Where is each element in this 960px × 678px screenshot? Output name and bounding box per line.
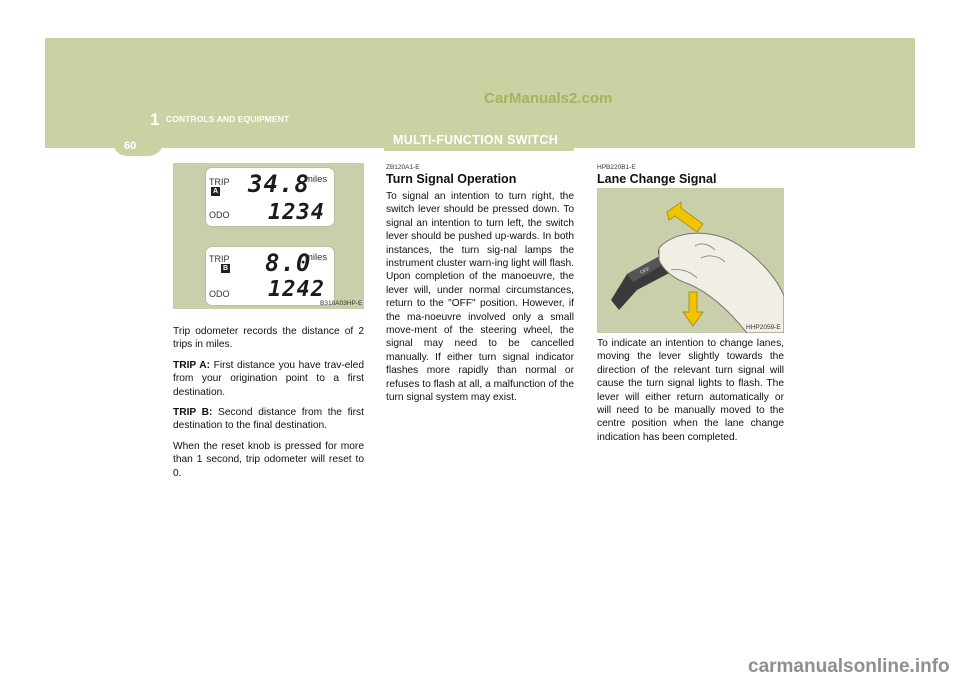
intro-paragraph: Trip odometer records the distance of 2 trips in miles. [173, 326, 364, 351]
trip-label: TRIP [209, 254, 230, 264]
odo-value: 1234 [268, 200, 325, 225]
figure-code: B310A03HP-E [320, 300, 363, 307]
arrow-down-icon [683, 292, 703, 326]
reset-paragraph: When the reset knob is pressed for more than 1 second, trip odometer will reset to 0. [173, 440, 364, 479]
trip-tag: A [212, 188, 219, 195]
lever-label-off: OFF [639, 266, 651, 276]
trip-value: 34.8 [248, 170, 310, 198]
trip-label: TRIP [209, 177, 230, 187]
watermark-top[interactable]: CarManuals2.com [484, 90, 613, 107]
trip-b-text: Second distance from the first destination to the final destination. [173, 407, 364, 432]
section-code: HPB220B1-E [597, 164, 636, 171]
chapter-title: CONTROLS AND EQUIPMENT [166, 114, 290, 124]
unit-label: miles [305, 252, 328, 263]
odo-label: ODO [209, 289, 230, 299]
trip-a-paragraph [173, 359, 364, 399]
watermark-bottom[interactable]: carmanualsonline.info [748, 656, 950, 677]
section-heading: Lane Change Signal [597, 172, 717, 186]
arrow-up-left-icon [667, 202, 703, 232]
turn-signal-body: To signal an intention to turn right, the switch lever should be pressed down. To signal an intention to turn left, the switch lever should be pushed up-wards. In both instances, the turn sig-nal lamps the instrument cluster warn-ing light will flash. Upon completion of the manoeuvre, the lever will, under normal circumstances, return to the "OFF" position. However, if the ma-noeuvre involved only a small move-ment of the steering wheel, the signal may need to be cancelled manually. If either turn signal indicator flashes more rapidly than normal or refuses to flash at all, a malfunction of the turn signal system may exist. [386, 191, 575, 404]
hand-illustration [659, 233, 784, 333]
trip-b-paragraph [173, 406, 364, 433]
page-number: 60 [124, 140, 137, 152]
chapter-number: 1 [150, 110, 160, 129]
trip-tag: B [222, 265, 229, 272]
trip-b-label: TRIP B: [173, 407, 213, 419]
page-number-badge [113, 134, 163, 156]
trip-a-label: TRIP A: [173, 359, 211, 371]
odo-value: 1242 [268, 277, 325, 302]
trip-value: 8.0 [265, 249, 312, 277]
lever-illustration [597, 188, 784, 333]
odo-label: ODO [209, 210, 230, 220]
column-1-text [173, 325, 364, 487]
trip-a-text: First distance you have trav-eled from your origination point to a first destination. [173, 359, 364, 398]
section-title: MULTI-FUNCTION SWITCH [393, 133, 559, 147]
section-heading: Turn Signal Operation [386, 172, 517, 186]
lane-change-body: To indicate an intention to change lanes, moving the lever slightly towards the direction of the relevant turn signal will cause the turn signal lights to flash. The lever will either return automatically or will need to be manually moved to the centre position when the lane change indication has been completed. [597, 338, 784, 443]
figure-code: HHP2059-E [746, 324, 781, 331]
section-code: ZB120A1-E [386, 164, 420, 171]
unit-label: miles [305, 174, 328, 185]
